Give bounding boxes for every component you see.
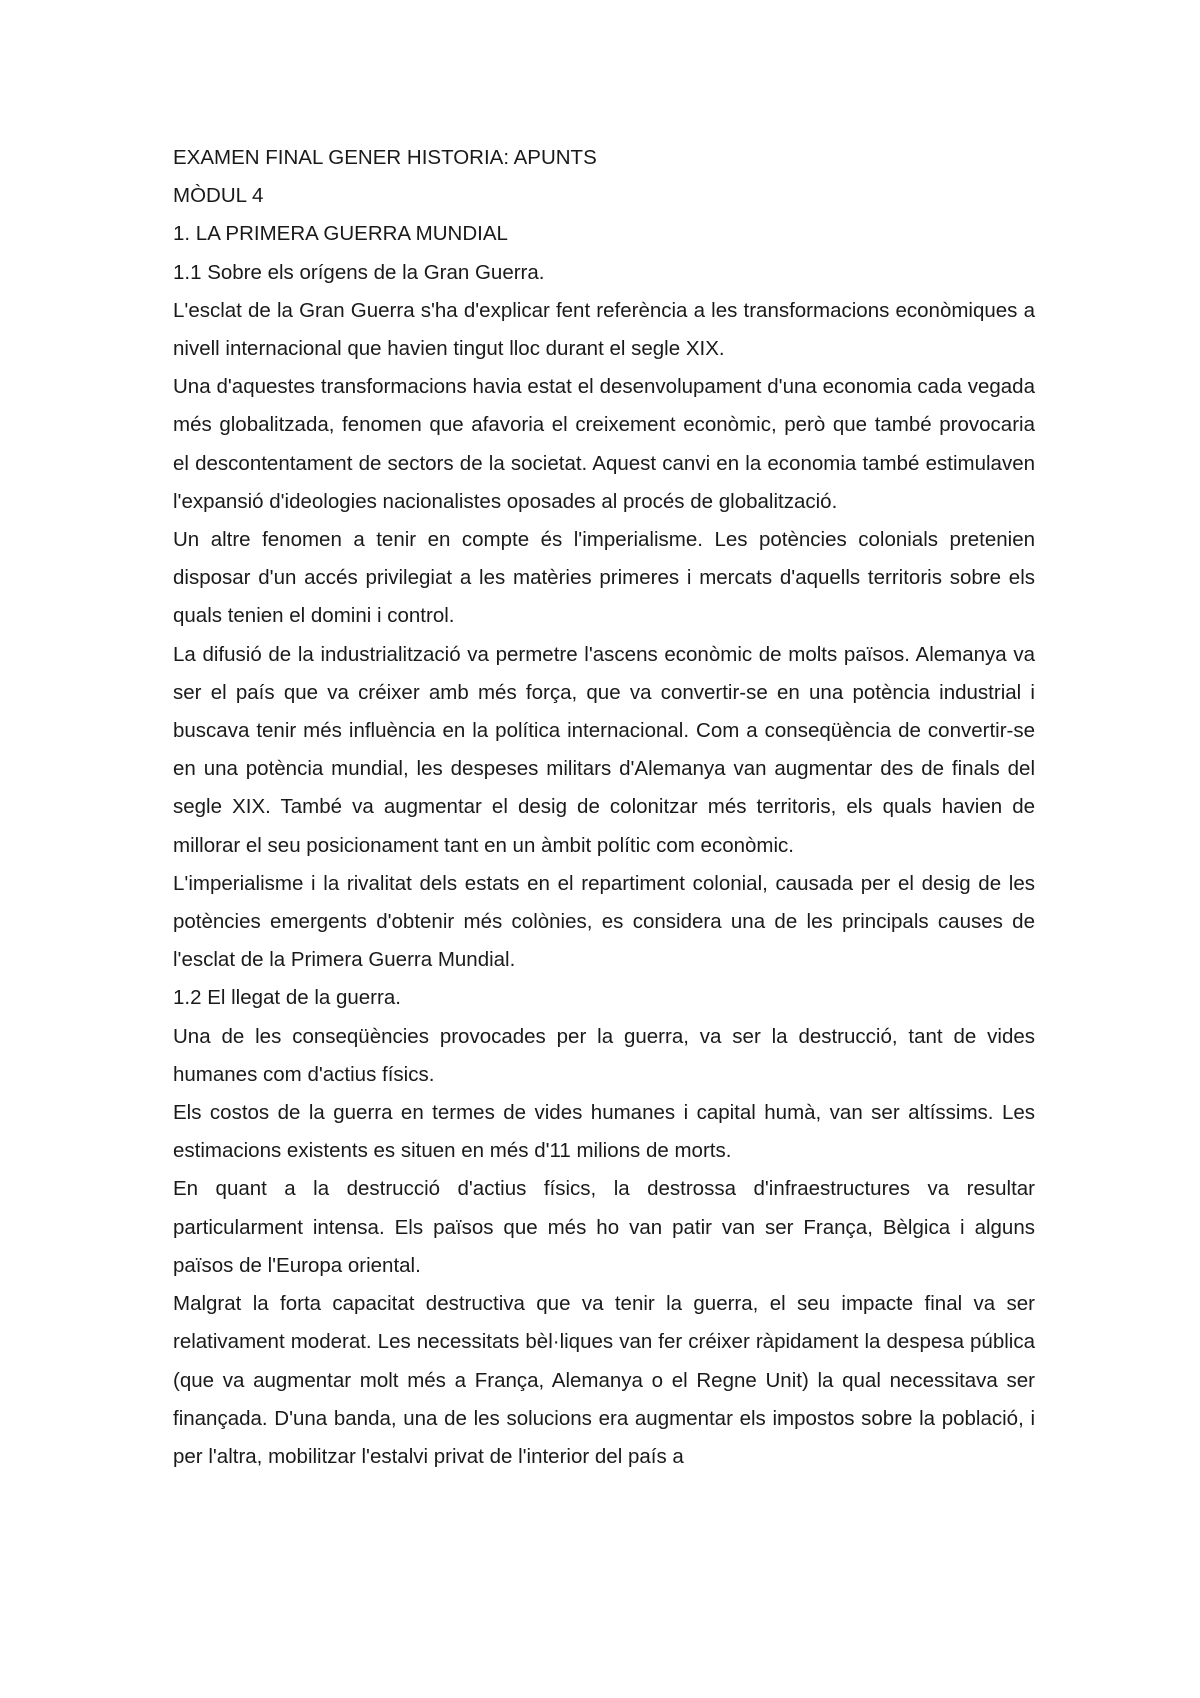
- subsection-heading: 1.1 Sobre els orígens de la Gran Guerra.: [173, 260, 545, 284]
- document-title: EXAMEN FINAL GENER HISTORIA: APUNTS: [173, 146, 597, 169]
- paragraph: Una d'aquestes transformacions havia estat el desenvolupament d'una economia cada vegada més globalitzada, fenomen que afavoria el creixement econòmic, però que també provocaria el descontentament de sectors de la societat. Aquest canvi en la economia també estimulaven l'expansió d'ideologies nacionalistes oposades al procés de globalització.: [173, 375, 1035, 513]
- paragraph: Els costos de la guerra en termes de vides humanes i capital humà, van ser altíssims. Les estimacions existents es situen en més d'11 milions de morts.: [173, 1101, 1035, 1163]
- section-heading: 1. LA PRIMERA GUERRA MUNDIAL: [173, 222, 508, 246]
- document-page: [173, 139, 1035, 1476]
- module-heading: MÒDUL 4: [173, 184, 264, 208]
- paragraph: En quant a la destrucció d'actius físics, la destrossa d'infraestructures va resultar particularment intensa. Els països que més ho van patir van ser França, Bèlgica i alguns països de l'Europa oriental.: [173, 1177, 1035, 1277]
- paragraph: L'imperialisme i la rivalitat dels estats en el repartiment colonial, causada per el desig de les potències emergents d'obtenir més colònies, es considera una de les principals causes de l'esclat de la Primera Guerra Mundial.: [173, 871, 1035, 972]
- paragraph: Malgrat la forta capacitat destructiva que va tenir la guerra, el seu impacte final va ser relativament moderat. Les necessitats bèl·liques van fer créixer ràpidament la despesa pública (que va augmentar molt més a França, Alemanya o el Regne Unit) la qual necessitava ser finançada. D'una banda, una de les solucions era augmentar els impostos sobre la població, i per l'altra, mobilitzar l'estalvi privat de l'interior del país a: [173, 1292, 1035, 1468]
- subsection-heading: 1.2 El llegat de la guerra.: [173, 986, 401, 1010]
- paragraph: Una de les conseqüències provocades per la guerra, va ser la destrucció, tant de vides humanes com d'actius físics.: [173, 1024, 1035, 1086]
- paragraph: Un altre fenomen a tenir en compte és l'imperialisme. Les potències colonials pretenien disposar d'un accés privilegiat a les matèries primeres i mercats d'aquells territoris sobre els quals tenien el domini i control.: [173, 528, 1035, 628]
- paragraph: L'esclat de la Gran Guerra s'ha d'explicar fent referència a les transformacions econòmiques a nivell internacional que havien tingut lloc durant el segle XIX.: [173, 298, 1035, 361]
- paragraph: La difusió de la industrialització va permetre l'ascens econòmic de molts països. Alemanya va ser el país que va créixer amb més força, que va convertir-se en una potència industrial i buscava tenir més influència en la política internacional. Com a conseqüència de convertir-se en una potència mundial, les despeses militars d'Alemanya van augmentar des de finals del segle XIX. També va augmentar el desig de colonitzar més territoris, els quals havien de millorar el seu posicionament tant en un àmbit polític com econòmic.: [173, 642, 1035, 857]
